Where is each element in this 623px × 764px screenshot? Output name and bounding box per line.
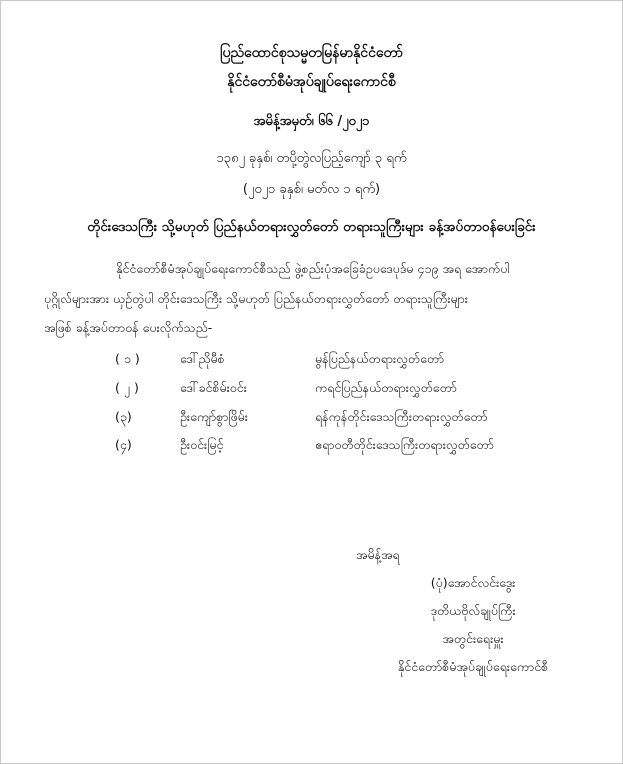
item-number: ( ၁ ): [115, 351, 140, 366]
appointee-name: ဒေါ်ခင်စိမ်းဝင်း: [180, 380, 247, 395]
notification-number: အမိန့်အမှတ်၊ ၆၆ /၂၀၂၁: [253, 114, 370, 129]
signatory-name: (ပုံ)အောင်လင်းဒွေး: [430, 575, 516, 590]
body-line-1: နိုင်ငံတော်စီမံအုပ်ချုပ်ရေးကောင်စီသည် ဖွဲ့စည်းပုံအခြေခံဥပဒေပုဒ်မ ၄၁၉ အရ အောက်ပါ: [116, 261, 510, 276]
signatory-role: အတွင်းရေးမှူး: [442, 631, 504, 646]
appointee-name: ဒေါ်ညိုမီစံ: [180, 351, 225, 366]
item-number: (၃): [115, 409, 132, 424]
body-line-2: ပုဂ္ဂိုလ်များအား ယှဉ်တွဲပါ တိုင်းဒေသကြီး သို့မဟုတ် ပြည်နယ်တရားလွှတ်တော် တရားသူကြီးများ: [44, 291, 468, 306]
appointee-name: ဦးဝင်းမြင့်: [180, 437, 224, 452]
court-name: မွန်ပြည်နယ်တရားလွှတ်တော်: [315, 351, 445, 366]
item-number: ( ၂ ): [115, 380, 139, 395]
republic-heading: ပြည်ထောင်စုသမ္မတမြန်မာနိုင်ငံတော်: [220, 45, 403, 61]
court-name: ကရင်ပြည်နယ်တရားလွှတ်တော်: [315, 380, 457, 395]
appointee-name: ဦးကျော်စွာဖြိမ်း: [180, 409, 248, 424]
by-order-label: အမိန့်အရ: [356, 547, 400, 562]
signatory-council: နိုင်ငံတော်စီမံအုပ်ချုပ်ရေးကောင်စီ: [397, 659, 549, 674]
court-name: ရန်ကုန်တိုင်းဒေသကြီးတရားလွှတ်တော်: [315, 409, 488, 424]
body-line-3: အဖြစ် ခန့်အပ်တာဝန် ပေးလိုက်သည်-: [44, 320, 213, 335]
document-title: တိုင်းဒေသကြီး သို့မဟုတ် ပြည်နယ်တရားလွှတ်တော် တရားသူကြီးများ ခန့်အပ်တာဝန်ပေးခြင်း: [87, 219, 536, 235]
item-number: (၄): [115, 437, 132, 452]
signatory-position: ဒုတိယဗိုလ်ချုပ်ကြီး: [430, 603, 516, 618]
date-gregorian: (၂၀၂၁ ခုနှစ်၊ မတ်လ ၁ ရက်): [242, 182, 381, 197]
council-heading: နိုင်ငံတော်စီမံအုပ်ချုပ်ရေးကောင်စီ: [227, 74, 396, 90]
date-myanmar: ၁၃၈၂ ခုနှစ်၊ တပို့တွဲလပြည့်ကျော် ၃ ရက်: [216, 151, 407, 166]
court-name: ဧရာဝတီတိုင်းဒေသကြီးတရားလွှတ်တော်: [315, 437, 494, 452]
